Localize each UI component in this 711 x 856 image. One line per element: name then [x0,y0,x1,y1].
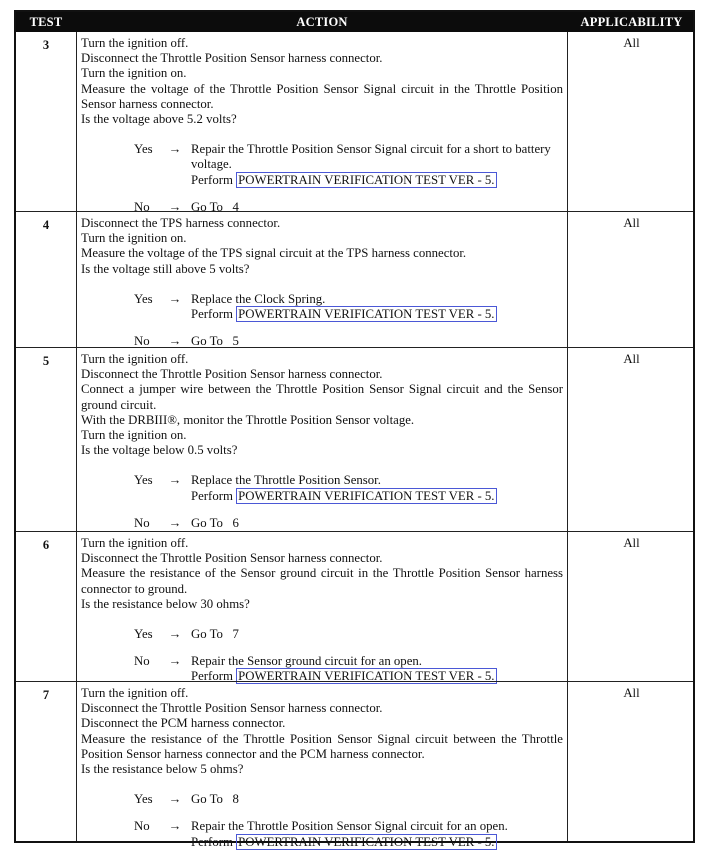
step: Is the resistance below 5 ohms? [81,762,244,777]
yes-text: Replace the Clock Spring. [191,291,326,306]
step: With the DRBIII®, monitor the Throttle Position Sensor voltage. [81,412,415,427]
perform-label: Perform [191,307,233,322]
verification-test-link[interactable]: POWERTRAIN VERIFICATION TEST VER - 5. [238,669,495,684]
applicability-value: All [623,536,640,550]
arrow-right-icon: → [168,142,182,157]
test-number: 7 [42,688,50,702]
yes-label: Yes [134,473,153,488]
verification-test-link[interactable]: POWERTRAIN VERIFICATION TEST VER - 5. [238,307,495,322]
arrow-right-icon: → [168,515,182,530]
step: Is the voltage above 5.2 volts? [81,112,237,127]
action-cell [76,212,568,347]
test-row-3 [16,32,693,214]
step: Disconnect the Throttle Position Sensor harness connector. [81,51,383,66]
diagnostic-test-table [14,10,695,849]
step: Measure the resistance of the Throttle Position Sensor Signal circuit between the Throttle Position Sensor harness connector and the PCM harness connector. [81,731,563,761]
go-to-link[interactable]: Go To 4 [191,199,239,214]
header-applicability: APPLICABILITY [580,15,683,29]
arrow-right-icon: → [168,654,182,669]
step: Turn the ignition off. [81,352,189,366]
action-cell [76,532,568,684]
verification-test-link[interactable]: POWERTRAIN VERIFICATION TEST VER - 5. [238,834,495,849]
step: Disconnect the Throttle Position Sensor harness connector. [81,701,383,716]
action-cell [76,682,568,849]
no-text: Repair the Sensor ground circuit for an open. [191,654,422,669]
yes-text: Repair the Throttle Position Sensor Signal circuit for a short to battery voltage. [191,142,551,172]
step: Turn the ignition on. [81,231,187,246]
no-label: No [134,654,150,669]
yes-answer [134,627,567,642]
step: Connect a jumper wire between the Throttle Position Sensor Signal circuit and the Sensor ground circuit. [81,382,563,412]
step: Turn the ignition on. [81,428,187,443]
arrow-right-icon: → [168,334,182,349]
test-row-4 [16,211,693,347]
yes-label: Yes [134,627,153,642]
step: Turn the ignition off. [81,686,189,700]
step: Measure the resistance of the Sensor ground circuit in the Throttle Position Sensor harness connector to ground. [81,566,563,596]
test-number: 4 [42,218,50,232]
arrow-right-icon: → [168,792,182,807]
arrow-right-icon: → [168,819,182,834]
action-cell [76,32,568,214]
yes-label: Yes [134,792,153,807]
step: Measure the voltage of the Throttle Position Sensor Signal circuit in the Throttle Position Sensor harness connector. [81,81,563,111]
no-label: No [134,199,150,214]
test-number: 3 [42,38,50,52]
step: Is the resistance below 30 ohms? [81,596,250,611]
yes-answer [134,792,567,807]
test-row-7 [16,681,693,849]
verification-test-link[interactable]: POWERTRAIN VERIFICATION TEST VER - 5. [238,488,495,503]
yes-answer [134,142,567,188]
table-header [16,12,693,32]
test-row-5 [16,347,693,531]
applicability-value: All [623,36,640,50]
yes-answer [134,473,567,503]
go-to-link[interactable]: Go To 7 [191,627,239,642]
header-action: ACTION [296,15,348,29]
perform-label: Perform [191,488,233,503]
go-to-link[interactable]: Go To 6 [191,515,239,530]
step: Measure the voltage of the TPS signal circuit at the TPS harness connector. [81,246,467,261]
no-answer [134,819,567,849]
yes-label: Yes [134,142,153,157]
go-to-link[interactable]: Go To 8 [191,792,239,807]
applicability-value: All [623,216,640,230]
arrow-right-icon: → [168,199,182,214]
test-number: 6 [42,538,50,552]
header-test: TEST [29,15,63,29]
no-label: No [134,334,150,349]
perform-label: Perform [191,834,233,849]
step: Turn the ignition off. [81,536,189,550]
perform-label: Perform [191,669,233,684]
step: Disconnect the TPS harness connector. [81,216,281,230]
yes-text: Replace the Throttle Position Sensor. [191,473,381,488]
test-row-6 [16,531,693,684]
step: Disconnect the PCM harness connector. [81,716,286,731]
no-answer [134,516,567,531]
action-cell [76,348,568,531]
applicability-value: All [623,686,640,700]
yes-label: Yes [134,291,153,306]
arrow-right-icon: → [168,291,182,306]
step: Turn the ignition off. [81,36,189,50]
step: Is the voltage below 0.5 volts? [81,443,238,458]
arrow-right-icon: → [168,627,182,642]
step: Disconnect the Throttle Position Sensor harness connector. [81,551,383,566]
no-text: Repair the Throttle Position Sensor Signal circuit for an open. [191,819,508,834]
go-to-link[interactable]: Go To 5 [191,334,239,349]
yes-answer [134,292,567,322]
step: Turn the ignition on. [81,66,187,81]
verification-test-link[interactable]: POWERTRAIN VERIFICATION TEST VER - 5. [238,172,495,187]
test-number: 5 [42,354,50,368]
no-label: No [134,515,150,530]
perform-label: Perform [191,172,233,187]
step: Is the voltage still above 5 volts? [81,261,250,276]
no-label: No [134,819,150,834]
applicability-value: All [623,352,640,366]
arrow-right-icon: → [168,473,182,488]
step: Disconnect the Throttle Position Sensor harness connector. [81,367,383,382]
